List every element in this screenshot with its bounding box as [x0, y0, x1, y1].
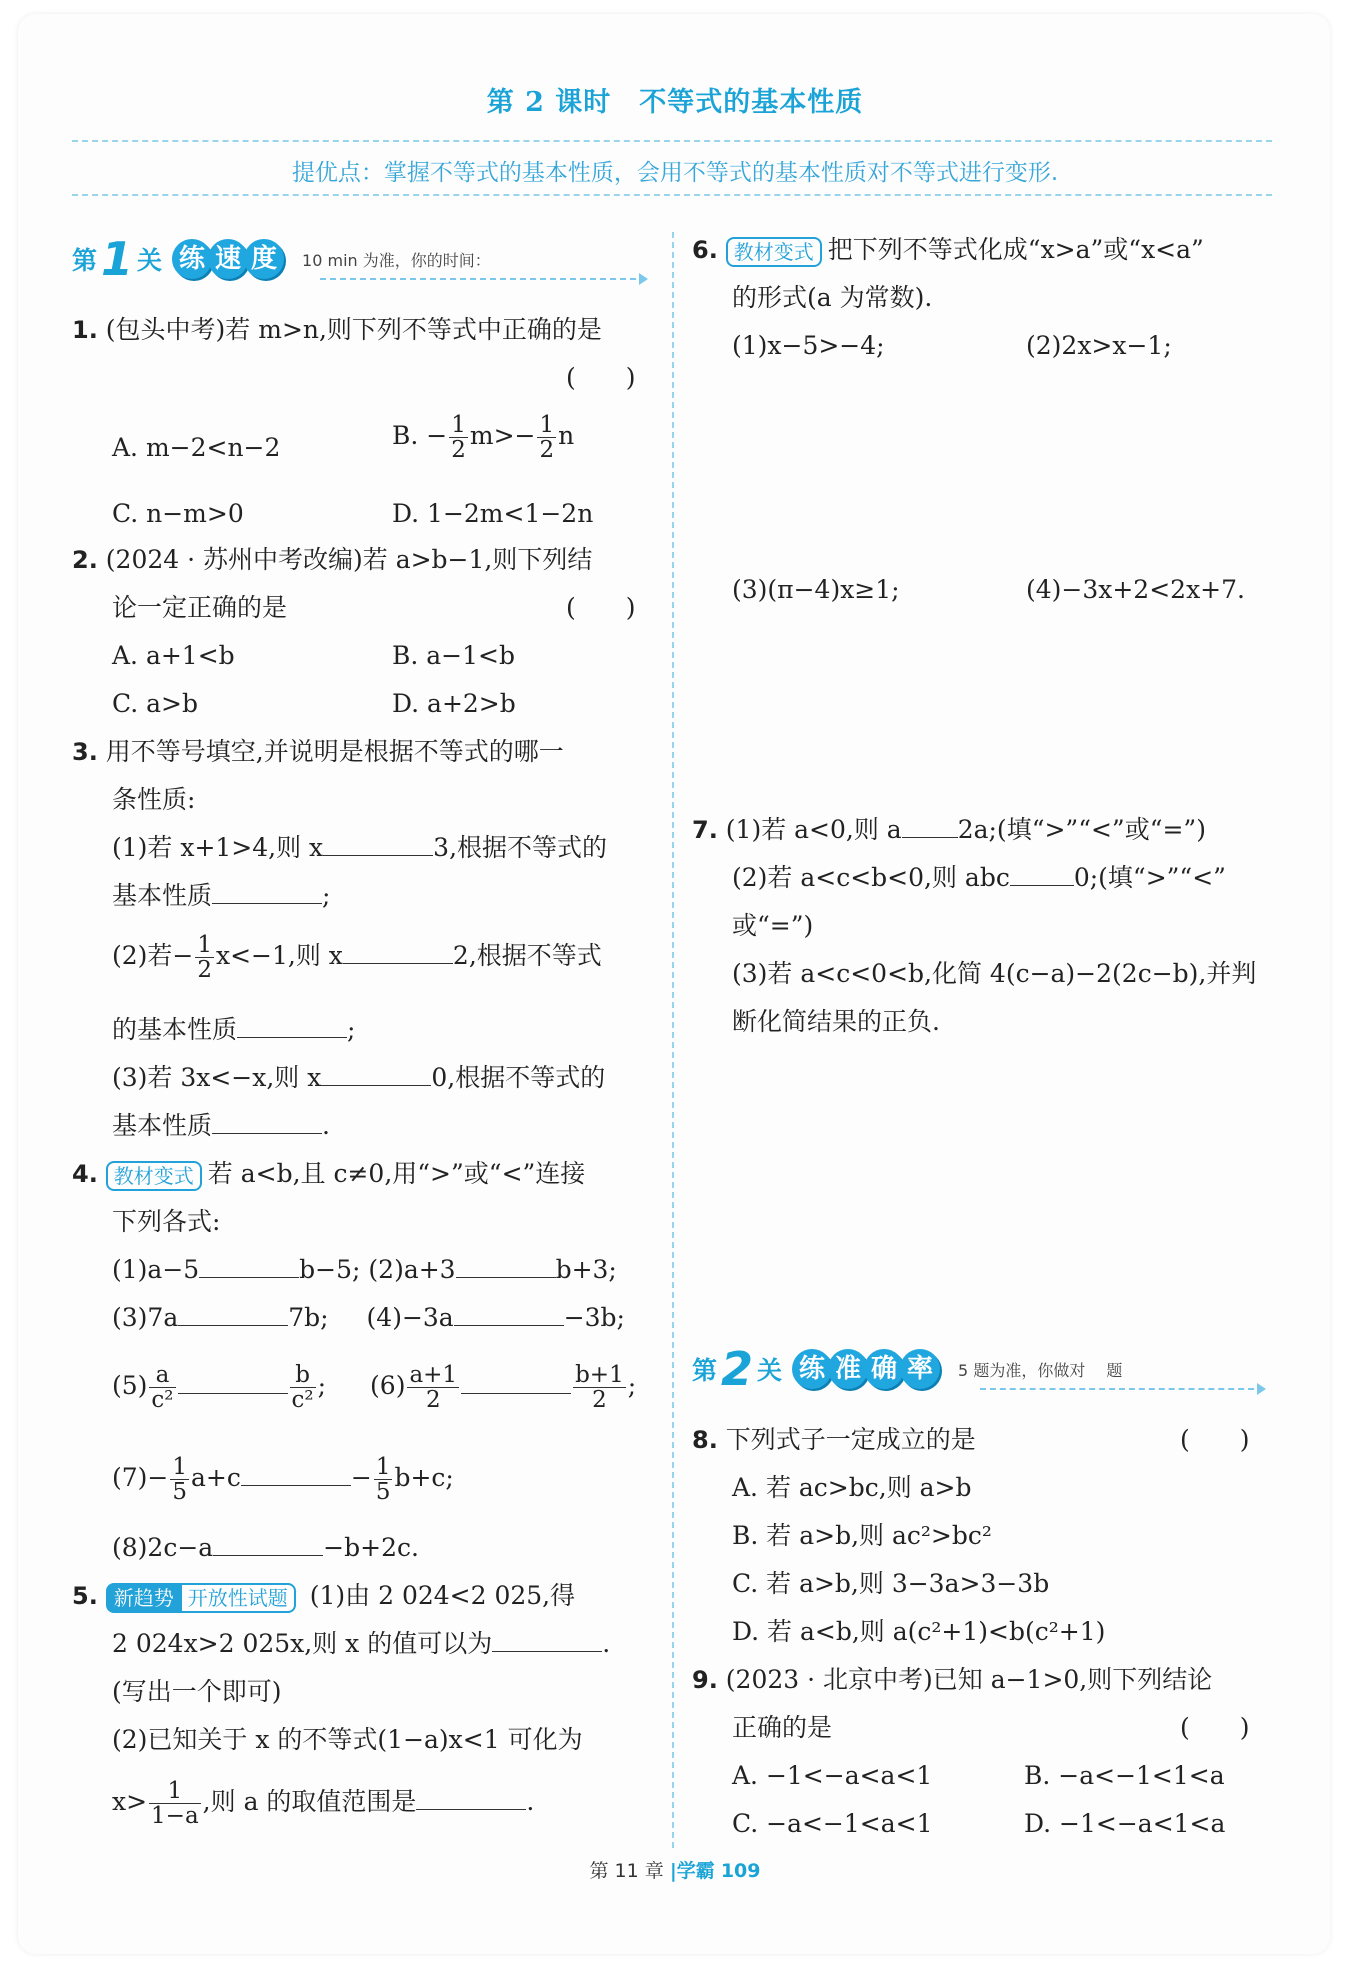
q3-part1-basis: 基本性质 ; [112, 872, 330, 920]
section2-arrow [980, 1388, 1264, 1390]
divider-bottom [72, 194, 1272, 196]
answer-paren: ( ) [1180, 1425, 1250, 1454]
column-divider [672, 232, 674, 1848]
q2-option-d: D. a+2>b [392, 689, 516, 718]
answer-paren: ( ) [1180, 1713, 1250, 1742]
q8-option-b: B. 若 a>b,则 ac²>bc² [732, 1521, 992, 1550]
q4-row-2: (3)7a 7b; (4)−3a −3b; [112, 1294, 625, 1342]
q5-part2: (2)已知关于 x 的不等式(1−a)x<1 可化为 [112, 1725, 583, 1754]
tag-textbook-variant: 教材变式 [106, 1161, 202, 1191]
q3-part3: (3)若 3x<−x,则 x 0,根据不等式的 [112, 1054, 605, 1102]
tag-new-trend: 新趋势 [106, 1583, 182, 1613]
q4-row-4: (7)− $\frac{1}{5}$ a+c − $\frac{1}{5}$ b+c; [112, 1453, 454, 1505]
answer-paren: ( ) [566, 363, 636, 392]
q4-row-3: (5) $\frac{a}{\text{c²}}$ $\frac{b}{\text{c²}}$ ; (6) $\frac{a+1}{2}$ $\frac{b+1}{2}$ ; [112, 1361, 637, 1413]
q5-part2-line2: x> $\frac{1}{1-a}$ ,则 a 的取值范围是 . [112, 1777, 535, 1829]
divider-top [72, 140, 1272, 142]
question-1: 1. (包头中考)若 m>n,则下列不等式中正确的是 [72, 315, 602, 344]
q1-option-b: B. − $\frac{1}{2}$ m>− $\frac{1}{2}$ n [392, 411, 575, 463]
q4-stem-line2: 下列各式: [112, 1207, 221, 1236]
q2-stem-line2: 论一定正确的是 [112, 593, 288, 622]
question-2: 2. (2024 · 苏州中考改编)若 a>b−1,则下列结 [72, 545, 593, 574]
q7-part2-line2: 或“=”) [732, 911, 814, 940]
page-number: 109 [720, 1860, 761, 1882]
tip-text: 提优点：掌握不等式的基本性质，会用不等式的基本性质对不等式进行变形. [291, 160, 1059, 186]
q6-stem-line2: 的形式(a 为常数). [732, 283, 933, 312]
q9-stem-line2: 正确的是 [732, 1713, 833, 1742]
page-footer: 第 11 章 |学霸 109 [589, 1860, 761, 1882]
q9-option-a: A. −1<−a<a<1 [732, 1761, 933, 1790]
q5-part1-line2: 2 024x>2 025x,则 x 的值可以为 . [112, 1620, 610, 1668]
q4-row-5: (8)2c−a −b+2c. [112, 1524, 419, 1572]
q7-part3-line2: 断化简结果的正负. [732, 1007, 940, 1036]
q3-part2-basis: 的基本性质 ; [112, 1006, 355, 1054]
q3-part2: (2)若− $\frac{1}{2}$ x<−1,则 x 2,根据不等式 [112, 931, 602, 983]
q4-row-1: (1)a−5 b−5; (2)a+3 b+3; [112, 1246, 617, 1294]
question-9: 9. (2023 · 北京中考)已知 a−1>0,则下列结论 [692, 1665, 1213, 1694]
section2-header: 第 2 关 练 准 确 率 5 题为准，你做对 题 [692, 1342, 1123, 1396]
section1-arrow [320, 278, 646, 280]
q1-option-c: C. n−m>0 [112, 499, 244, 528]
q1-option-a: A. m−2<n−2 [112, 433, 281, 462]
q7-part2: (2)若 a<c<b<0,则 abc 0;(填“>”“<” [732, 854, 1226, 902]
q3-part1: (1)若 x+1>4,则 x 3,根据不等式的 [112, 824, 607, 872]
lesson-title: 第 2 课时 不等式的基本性质 [486, 87, 864, 118]
question-4: 4. 教材变式 若 a<b,且 c≠0,用“>”或“<”连接 [72, 1150, 585, 1198]
question-6: 6. 教材变式 把下列不等式化成“x>a”或“x<a” [692, 226, 1204, 274]
question-3: 3. 用不等号填空,并说明是根据不等式的哪一 [72, 737, 564, 766]
tag-open-question: 开放性试题 [182, 1583, 296, 1613]
q8-option-d: D. 若 a<b,则 a(c²+1)<b(c²+1) [732, 1617, 1106, 1646]
q2-option-c: C. a>b [112, 689, 198, 718]
tag-textbook-variant: 教材变式 [726, 237, 822, 267]
q6-part2: (2)2x>x−1; [1026, 331, 1172, 360]
q9-option-d: D. −1<−a<1<a [1024, 1809, 1226, 1838]
question-7: 7. (1)若 a<0,则 a 2a;(填“>”“<”或“=”) [692, 806, 1206, 854]
q1-option-d: D. 1−2m<1−2n [392, 499, 594, 528]
section1-header: 第 1 关 练 速 度 10 min 为准，你的时间： [72, 232, 491, 286]
q6-part1: (1)x−5>−4; [732, 331, 885, 360]
q3-stem-line2: 条性质: [112, 785, 196, 814]
q2-option-b: B. a−1<b [392, 641, 515, 670]
q6-part3: (3)(π−4)x≥1; [732, 575, 900, 604]
question-5: 5. 新趋势 开放性试题 (1)由 2 024<2 025,得 [72, 1572, 575, 1620]
q9-option-b: B. −a<−1<1<a [1024, 1761, 1225, 1790]
q6-part4: (4)−3x+2<2x+7. [1026, 575, 1245, 604]
q5-part1-note: (写出一个即可) [112, 1677, 282, 1706]
q8-option-c: C. 若 a>b,则 3−3a>3−3b [732, 1569, 1050, 1598]
answer-paren: ( ) [566, 593, 636, 622]
q8-option-a: A. 若 ac>bc,则 a>b [732, 1473, 972, 1502]
q9-option-c: C. −a<−1<a<1 [732, 1809, 933, 1838]
q7-part3: (3)若 a<c<0<b,化简 4(c−a)−2(2c−b),并判 [732, 959, 1257, 988]
q3-part3-basis: 基本性质 . [112, 1102, 330, 1150]
question-8: 8. 下列式子一定成立的是 [692, 1425, 976, 1454]
q2-option-a: A. a+1<b [112, 641, 235, 670]
